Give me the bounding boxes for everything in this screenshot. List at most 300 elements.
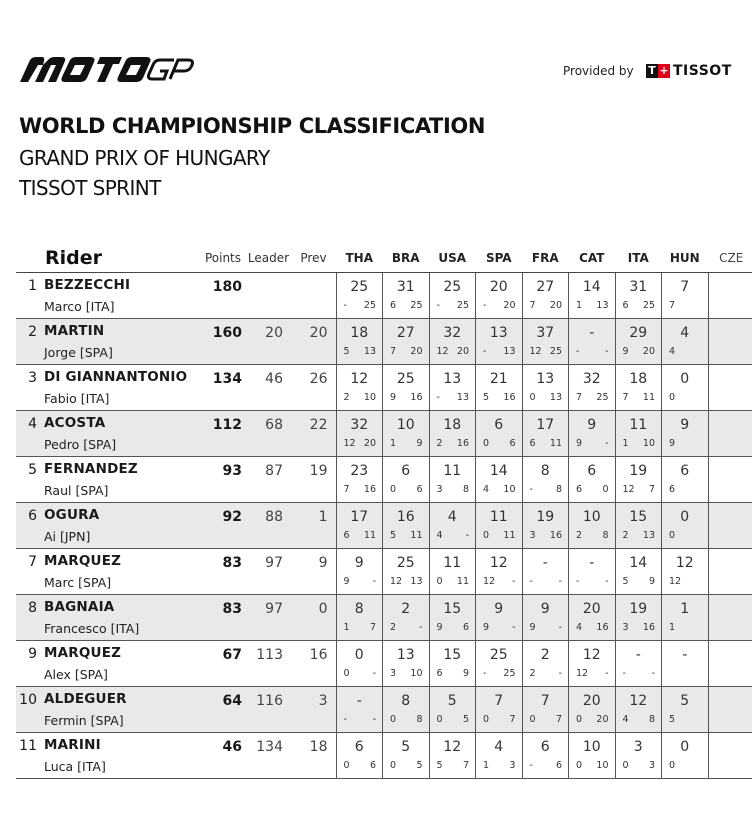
race-gp-points: 25 xyxy=(642,300,655,311)
race-sprint-points: 2 xyxy=(436,438,443,449)
race-sprint-points: 0 xyxy=(529,714,536,725)
race-total-points: 13 xyxy=(489,325,508,341)
gap-to-leader: 113 xyxy=(246,641,291,687)
gap-to-leader: 116 xyxy=(246,687,291,733)
race-sprint-points: 0 xyxy=(343,668,350,679)
race-total-points: 10 xyxy=(582,509,601,525)
race-total-points: 15 xyxy=(443,647,462,663)
race-total-points: 6 xyxy=(540,739,550,755)
race-total-points: 11 xyxy=(443,463,462,479)
race-cell-bra xyxy=(383,503,430,549)
race-gp-points: 9 xyxy=(416,438,423,449)
race-cell-cat xyxy=(569,503,616,549)
race-gp-points: 16 xyxy=(642,622,655,633)
race-sprint-points: 9 xyxy=(483,622,490,633)
race-cell-usa xyxy=(429,365,476,411)
race-sprint-points: 1 xyxy=(343,622,350,633)
gap-to-leader: 46 xyxy=(246,365,291,411)
race-total-points: 6 xyxy=(401,463,411,479)
race-gp-points: 6 xyxy=(369,760,376,771)
race-sprint-points: 6 xyxy=(669,484,676,495)
race-sprint-points: 5 xyxy=(390,530,397,541)
race-sprint-points: 9 xyxy=(669,438,676,449)
rider-header: Rider xyxy=(44,244,200,273)
race-sprint-points: 0 xyxy=(529,392,536,403)
race-gp-points: 20 xyxy=(642,346,655,357)
race-sprint-points: - xyxy=(343,300,347,311)
race-total-points: 9 xyxy=(540,601,550,617)
race-total-points: 10 xyxy=(582,739,601,755)
motogp-logo xyxy=(18,54,198,86)
race-total-points: 9 xyxy=(680,417,690,433)
rider-cell xyxy=(44,549,200,595)
race-gp-points: 25 xyxy=(503,668,516,679)
race-gp-points: - xyxy=(465,530,469,541)
rider-cell xyxy=(44,687,200,733)
race-cell-tha xyxy=(336,733,383,779)
race-cell-hun xyxy=(662,365,709,411)
leader-header: Leader xyxy=(246,244,291,273)
gap-to-previous: 20 xyxy=(291,319,336,365)
race-cell-tha xyxy=(336,273,383,319)
race-total-points: 31 xyxy=(629,279,648,295)
race-cell-cze xyxy=(708,549,752,595)
race-sprint-points: 2 xyxy=(622,530,629,541)
race-cell-usa xyxy=(429,273,476,319)
race-cell-cat xyxy=(569,319,616,365)
rider-firstname-nation: Marco [ITA] xyxy=(44,299,115,314)
race-total-points: 19 xyxy=(629,601,648,617)
race-total-points: 37 xyxy=(536,325,555,341)
race-sprint-points: 6 xyxy=(622,300,629,311)
race-total-points: 12 xyxy=(443,739,462,755)
race-gp-points: 20 xyxy=(503,300,516,311)
rider-cell xyxy=(44,319,200,365)
rider-firstname-nation: Alex [SPA] xyxy=(44,667,108,682)
rider-firstname-nation: Jorge [SPA] xyxy=(44,345,113,360)
race-total-points: 27 xyxy=(536,279,555,295)
race-cell-cze xyxy=(708,641,752,687)
race-cell-usa xyxy=(429,411,476,457)
race-cell-usa xyxy=(429,457,476,503)
race-sprint-points: 7 xyxy=(622,392,629,403)
race-sprint-points: - xyxy=(483,346,487,357)
race-cell-cat xyxy=(569,733,616,779)
race-sprint-points: - xyxy=(483,300,487,311)
race-sprint-points: 5 xyxy=(483,392,490,403)
race-gp-points: 8 xyxy=(555,484,562,495)
race-total-points: 17 xyxy=(350,509,369,525)
race-total-points: 12 xyxy=(489,555,508,571)
points: 46 xyxy=(200,733,246,779)
gap-to-leader xyxy=(246,273,291,319)
race-header-cze: CZE xyxy=(708,244,752,273)
race-sprint-points: 7 xyxy=(529,300,536,311)
race-sprint-points: 4 xyxy=(576,622,583,633)
table-row xyxy=(16,319,752,365)
race-sprint-points: 6 xyxy=(529,438,536,449)
race-cell-usa xyxy=(429,595,476,641)
points: 134 xyxy=(200,365,246,411)
race-gp-points: 20 xyxy=(456,346,469,357)
points: 83 xyxy=(200,549,246,595)
race-cell-cze xyxy=(708,595,752,641)
race-cell-usa xyxy=(429,319,476,365)
race-sprint-points: 0 xyxy=(436,714,443,725)
race-total-points: 6 xyxy=(354,739,364,755)
race-cell-spa xyxy=(476,365,523,411)
race-sprint-points: 7 xyxy=(343,484,350,495)
race-cell-bra xyxy=(383,549,430,595)
race-gp-points: - xyxy=(372,714,376,725)
race-gp-points: 13 xyxy=(456,392,469,403)
race-gp-points: 25 xyxy=(549,346,562,357)
race-cell-tha xyxy=(336,687,383,733)
race-cell-fra xyxy=(522,365,569,411)
position: 11 xyxy=(16,733,44,779)
race-gp-points: 6 xyxy=(416,484,423,495)
race-cell-ita xyxy=(615,641,662,687)
race-sprint-points: 4 xyxy=(669,346,676,357)
race-cell-tha xyxy=(336,457,383,503)
position: 7 xyxy=(16,549,44,595)
race-cell-cze xyxy=(708,365,752,411)
race-sprint-points: 2 xyxy=(576,530,583,541)
race-sprint-points: 0 xyxy=(483,438,490,449)
race-sprint-points: 2 xyxy=(390,622,397,633)
race-sprint-points: 4 xyxy=(436,530,443,541)
race-sprint-points: 9 xyxy=(343,576,350,587)
race-total-points: 0 xyxy=(680,739,690,755)
race-cell-cat xyxy=(569,457,616,503)
position-header xyxy=(16,244,44,273)
race-total-points: 13 xyxy=(396,647,415,663)
gap-to-leader: 134 xyxy=(246,733,291,779)
race-total-points: 4 xyxy=(447,509,457,525)
race-sprint-points: 5 xyxy=(436,760,443,771)
race-total-points: 20 xyxy=(489,279,508,295)
race-total-points: 9 xyxy=(587,417,597,433)
race-cell-bra xyxy=(383,641,430,687)
race-total-points: 11 xyxy=(489,509,508,525)
points: 160 xyxy=(200,319,246,365)
rider-firstname-nation: Luca [ITA] xyxy=(44,759,106,774)
rider-surname: BEZZECCHI xyxy=(44,277,131,293)
race-gp-points: 7 xyxy=(369,622,376,633)
race-cell-hun xyxy=(662,641,709,687)
race-sprint-points: - xyxy=(576,576,580,587)
race-cell-ita xyxy=(615,411,662,457)
race-gp-points: 8 xyxy=(462,484,469,495)
gap-to-previous xyxy=(291,273,336,319)
race-total-points: 11 xyxy=(443,555,462,571)
race-total-points: 31 xyxy=(396,279,415,295)
race-gp-points: 11 xyxy=(456,576,469,587)
race-cell-tha xyxy=(336,595,383,641)
race-cell-usa xyxy=(429,641,476,687)
race-cell-hun xyxy=(662,273,709,319)
gap-to-leader: 97 xyxy=(246,595,291,641)
race-sprint-points: 6 xyxy=(390,300,397,311)
gap-to-leader: 68 xyxy=(246,411,291,457)
race-cell-spa xyxy=(476,411,523,457)
rider-cell xyxy=(44,641,200,687)
race-total-points: 6 xyxy=(494,417,504,433)
race-sprint-points: 0 xyxy=(390,714,397,725)
race-total-points: 17 xyxy=(536,417,555,433)
race-total-points: 11 xyxy=(629,417,648,433)
race-total-points: 4 xyxy=(680,325,690,341)
race-gp-points: - xyxy=(605,668,609,679)
race-total-points: 25 xyxy=(396,371,415,387)
race-cell-bra xyxy=(383,273,430,319)
race-total-points: 8 xyxy=(540,463,550,479)
table-row xyxy=(16,549,752,595)
race-total-points: 19 xyxy=(629,463,648,479)
race-gp-points: 16 xyxy=(503,392,516,403)
race-sprint-points: 1 xyxy=(622,438,629,449)
race-gp-points: 16 xyxy=(363,484,376,495)
race-cell-fra xyxy=(522,641,569,687)
race-gp-points: 11 xyxy=(549,438,562,449)
race-gp-points: 13 xyxy=(410,576,423,587)
race-total-points: 18 xyxy=(443,417,462,433)
race-gp-points: - xyxy=(651,668,655,679)
table-row xyxy=(16,595,752,641)
race-total-points: 7 xyxy=(680,279,690,295)
race-gp-points: 0 xyxy=(602,484,609,495)
race-total-points: 9 xyxy=(494,601,504,617)
race-sprint-points: 12 xyxy=(622,484,635,495)
race-gp-points: 25 xyxy=(410,300,423,311)
race-total-points: 13 xyxy=(536,371,555,387)
race-gp-points: 16 xyxy=(456,438,469,449)
race-total-points: 5 xyxy=(680,693,690,709)
race-cell-ita xyxy=(615,365,662,411)
race-gp-points: 10 xyxy=(596,760,609,771)
race-cell-spa xyxy=(476,457,523,503)
race-gp-points: 13 xyxy=(549,392,562,403)
race-cell-cat xyxy=(569,641,616,687)
race-header-bra: BRA xyxy=(383,244,430,273)
race-sprint-points: 9 xyxy=(390,392,397,403)
points: 83 xyxy=(200,595,246,641)
race-sprint-points: 12 xyxy=(576,668,589,679)
race-cell-cat xyxy=(569,411,616,457)
rider-surname: ACOSTA xyxy=(44,415,106,431)
table-row xyxy=(16,687,752,733)
race-sprint-points: 0 xyxy=(483,714,490,725)
race-cell-cze xyxy=(708,503,752,549)
race-gp-points: 8 xyxy=(416,714,423,725)
position: 3 xyxy=(16,365,44,411)
race-sprint-points: 5 xyxy=(669,714,676,725)
race-gp-points: 11 xyxy=(410,530,423,541)
race-gp-points: 11 xyxy=(363,530,376,541)
race-cell-spa xyxy=(476,319,523,365)
race-gp-points: 7 xyxy=(509,714,516,725)
rider-surname: OGURA xyxy=(44,507,100,523)
race-total-points: 25 xyxy=(443,279,462,295)
sponsor-name: TISSOT xyxy=(673,63,732,79)
race-cell-cat xyxy=(569,273,616,319)
race-cell-fra xyxy=(522,319,569,365)
race-cell-spa xyxy=(476,641,523,687)
race-sprint-points: 3 xyxy=(436,484,443,495)
race-gp-points: 16 xyxy=(596,622,609,633)
race-cell-ita xyxy=(615,503,662,549)
race-total-points: - xyxy=(682,647,688,663)
race-gp-points: 20 xyxy=(363,438,376,449)
race-total-points: 15 xyxy=(443,601,462,617)
position: 5 xyxy=(16,457,44,503)
rider-firstname-nation: Fabio [ITA] xyxy=(44,391,110,406)
race-gp-points: - xyxy=(605,346,609,357)
race-total-points: 12 xyxy=(675,555,694,571)
race-total-points: 0 xyxy=(680,509,690,525)
race-sprint-points: - xyxy=(622,668,626,679)
race-header-tha: THA xyxy=(336,244,383,273)
page-title: WORLD CHAMPIONSHIP CLASSIFICATION xyxy=(19,114,486,138)
race-sprint-points: - xyxy=(529,484,533,495)
race-cell-bra xyxy=(383,457,430,503)
race-sprint-points: - xyxy=(529,576,533,587)
rider-surname: FERNANDEZ xyxy=(44,461,138,477)
race-gp-points: 13 xyxy=(363,346,376,357)
rider-firstname-nation: Pedro [SPA] xyxy=(44,437,117,452)
race-cell-ita xyxy=(615,457,662,503)
rider-cell xyxy=(44,365,200,411)
rider-cell xyxy=(44,595,200,641)
race-gp-points: 13 xyxy=(596,300,609,311)
race-cell-tha xyxy=(336,641,383,687)
race-header-hun: HUN xyxy=(662,244,709,273)
race-total-points: 27 xyxy=(396,325,415,341)
race-sprint-points: 12 xyxy=(343,438,356,449)
race-sprint-points: 2 xyxy=(343,392,350,403)
race-sprint-points: - xyxy=(483,668,487,679)
race-gp-points: 11 xyxy=(642,392,655,403)
race-cell-hun xyxy=(662,595,709,641)
rider-cell xyxy=(44,733,200,779)
race-sprint-points: 0 xyxy=(483,530,490,541)
race-total-points: 9 xyxy=(354,555,364,571)
race-gp-points: 20 xyxy=(410,346,423,357)
race-total-points: 5 xyxy=(401,739,411,755)
race-cell-spa xyxy=(476,273,523,319)
race-cell-fra xyxy=(522,549,569,595)
race-cell-cat xyxy=(569,595,616,641)
position: 8 xyxy=(16,595,44,641)
race-sprint-points: 1 xyxy=(669,622,676,633)
race-cell-ita xyxy=(615,733,662,779)
race-sprint-points: 7 xyxy=(390,346,397,357)
race-gp-points: 25 xyxy=(363,300,376,311)
classification-table xyxy=(16,244,752,779)
race-cell-ita xyxy=(615,549,662,595)
race-header-usa: USA xyxy=(429,244,476,273)
race-cell-spa xyxy=(476,687,523,733)
race-sprint-points: - xyxy=(436,392,440,403)
gap-to-previous: 16 xyxy=(291,641,336,687)
race-sprint-points: - xyxy=(436,300,440,311)
race-total-points: 0 xyxy=(680,371,690,387)
race-sprint-points: 3 xyxy=(622,622,629,633)
race-total-points: 20 xyxy=(582,693,601,709)
rider-firstname-nation: Raul [SPA] xyxy=(44,483,109,498)
race-sprint-points: 6 xyxy=(343,530,350,541)
race-sprint-points: 6 xyxy=(436,668,443,679)
gap-to-previous: 18 xyxy=(291,733,336,779)
race-cell-usa xyxy=(429,549,476,595)
race-gp-points: 5 xyxy=(462,714,469,725)
race-gp-points: 3 xyxy=(509,760,516,771)
race-gp-points: 16 xyxy=(410,392,423,403)
race-cell-bra xyxy=(383,733,430,779)
race-cell-tha xyxy=(336,549,383,595)
race-gp-points: 10 xyxy=(642,438,655,449)
race-sprint-points: 0 xyxy=(622,760,629,771)
race-sprint-points: 12 xyxy=(529,346,542,357)
race-total-points: 2 xyxy=(401,601,411,617)
race-sprint-points: 7 xyxy=(576,392,583,403)
race-gp-points: 10 xyxy=(363,392,376,403)
race-gp-points: - xyxy=(558,576,562,587)
race-sprint-points: - xyxy=(529,760,533,771)
race-cell-bra xyxy=(383,411,430,457)
race-gp-points: 7 xyxy=(462,760,469,771)
table-header xyxy=(16,244,752,273)
race-gp-points: - xyxy=(605,576,609,587)
race-sprint-points: 0 xyxy=(669,760,676,771)
race-total-points: - xyxy=(589,325,595,341)
race-sprint-points: - xyxy=(576,346,580,357)
race-total-points: 15 xyxy=(629,509,648,525)
race-gp-points: - xyxy=(372,576,376,587)
race-total-points: 7 xyxy=(494,693,504,709)
race-gp-points: 7 xyxy=(555,714,562,725)
race-sprint-points: 0 xyxy=(669,392,676,403)
race-total-points: 25 xyxy=(489,647,508,663)
race-total-points: - xyxy=(542,555,548,571)
race-total-points: 18 xyxy=(350,325,369,341)
race-header-spa: SPA xyxy=(476,244,523,273)
rider-cell xyxy=(44,457,200,503)
position: 6 xyxy=(16,503,44,549)
race-cell-ita xyxy=(615,273,662,319)
position: 9 xyxy=(16,641,44,687)
race-gp-points: - xyxy=(419,622,423,633)
race-cell-hun xyxy=(662,503,709,549)
race-total-points: 12 xyxy=(350,371,369,387)
points-header: Points xyxy=(200,244,246,273)
race-total-points: 32 xyxy=(350,417,369,433)
race-total-points: 14 xyxy=(629,555,648,571)
gap-to-leader: 87 xyxy=(246,457,291,503)
rider-surname: BAGNAIA xyxy=(44,599,115,615)
race-total-points: 25 xyxy=(350,279,369,295)
race-sprint-points: 3 xyxy=(529,530,536,541)
race-cell-tha xyxy=(336,319,383,365)
gap-to-previous: 19 xyxy=(291,457,336,503)
position: 1 xyxy=(16,273,44,319)
race-cell-fra xyxy=(522,733,569,779)
race-gp-points: 13 xyxy=(503,346,516,357)
race-sprint-points: 9 xyxy=(436,622,443,633)
race-gp-points: - xyxy=(372,668,376,679)
race-gp-points: 11 xyxy=(503,530,516,541)
gap-to-previous: 0 xyxy=(291,595,336,641)
